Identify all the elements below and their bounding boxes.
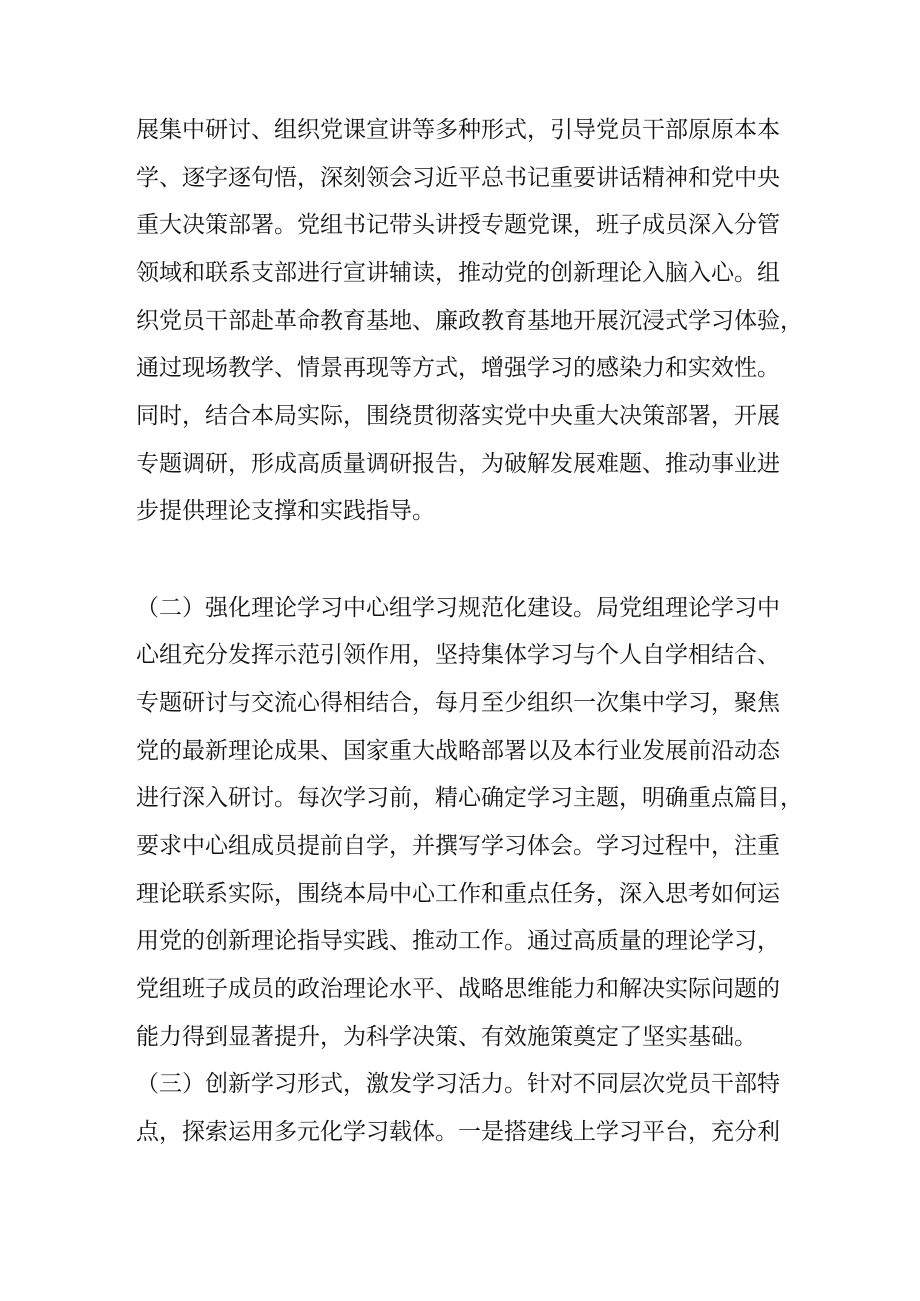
body-text-line: 展集中研讨、组织党课宣讲等多种形式，引导党员干部原原本本 [136, 117, 780, 143]
body-text-line: 通过现场教学、情景再现等方式，增强学习的感染力和实效性。 [136, 355, 780, 381]
body-text-line: 党的最新理论成果、国家重大战略部署以及本行业发展前沿动态 [136, 738, 780, 764]
body-text-line: 同时，结合本局实际，围绕贯彻落实党中央重大决策部署，开展 [136, 403, 780, 429]
body-text-line: 专题调研，形成高质量调研报告，为破解发展难题、推动事业进 [136, 451, 780, 477]
body-text-line: 步提供理论支撑和实践指导。 [136, 498, 435, 524]
body-text-line: 党组班子成员的政治理论水平、战略思维能力和解决实际问题的 [136, 976, 780, 1002]
body-text-line: 领域和联系支部进行宣讲辅读，推动党的创新理论入脑入心。组 [136, 260, 780, 286]
section-heading-line: （二）强化理论学习中心组学习规范化建设。局党组理论学习中 [136, 595, 780, 621]
body-text-line: 要求中心组成员提前自学，并撰写学习体会。学习过程中，注重 [136, 833, 780, 859]
body-text-line: 用党的创新理论指导实践、推动工作。通过高质量的理论学习， [136, 928, 780, 954]
body-text-line: 点，探索运用多元化学习载体。一是搭建线上学习平台，充分利 [136, 1119, 780, 1145]
body-text-line: 学、逐字逐句悟，深刻领会习近平总书记重要讲话精神和党中央 [136, 165, 780, 191]
body-text-line: 重大决策部署。党组书记带头讲授专题党课，班子成员深入分管 [136, 212, 780, 238]
body-text-line: 织党员干部赴革命教育基地、廉政教育基地开展沉浸式学习体验， [136, 308, 803, 334]
body-text-line: 进行深入研讨。每次学习前，精心确定学习主题，明确重点篇目， [136, 785, 803, 811]
section-heading-line: （三）创新学习形式，激发学习活力。针对不同层次党员干部特 [136, 1071, 780, 1097]
body-text-line: 心组充分发挥示范引领作用，坚持集体学习与个人自学相结合、 [136, 642, 780, 668]
body-text-line: 专题研讨与交流心得相结合，每月至少组织一次集中学习，聚焦 [136, 690, 780, 716]
body-text-line: 能力得到显著提升，为科学决策、有效施策奠定了坚实基础。 [136, 1024, 757, 1050]
body-text-line: 理论联系实际，围绕本局中心工作和重点任务，深入思考如何运 [136, 881, 780, 907]
